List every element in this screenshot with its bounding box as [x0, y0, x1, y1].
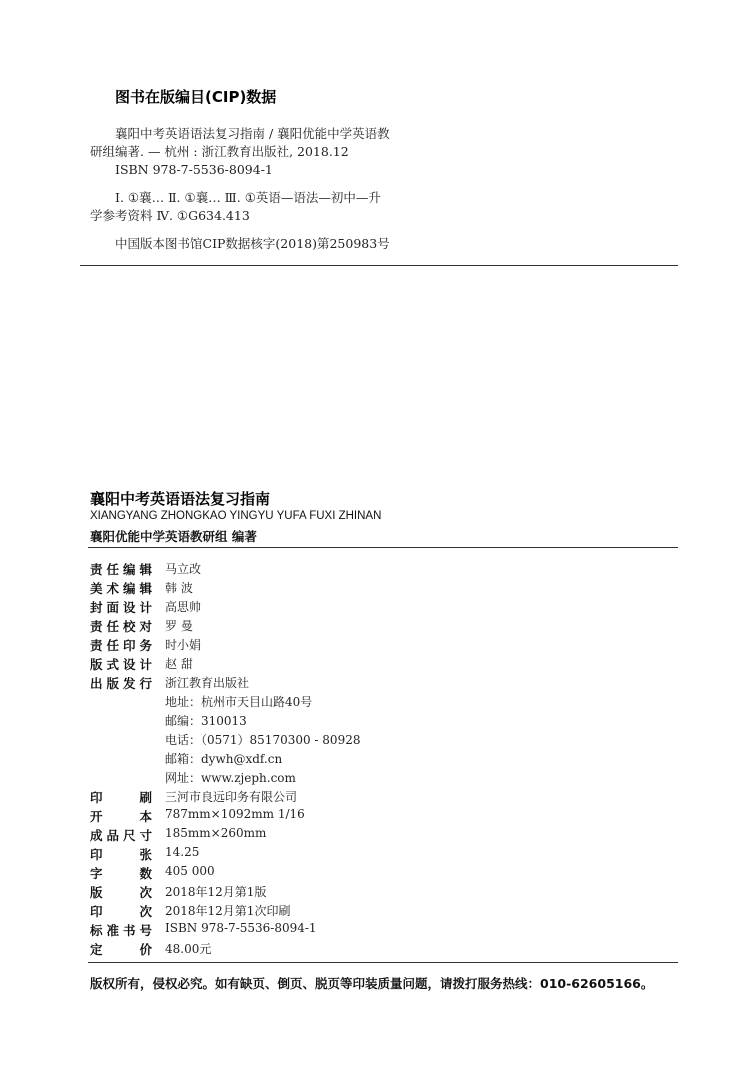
publisher-email: 邮箱：dywh@xdf.cn — [165, 752, 283, 766]
credit-value-proofreader: 罗 曼 — [165, 619, 193, 633]
credit-label-edition: 版 次 — [90, 885, 152, 900]
credit-label-printer: 印 刷 — [90, 790, 152, 805]
credit-value-art-editor: 韩 波 — [165, 581, 193, 595]
copyright-notice: 版权所有，侵权必究。如有缺页、倒页、脱页等印装质量问题，请拨打服务热线：010-62605166。 — [90, 976, 654, 991]
credit-label-sheets: 印 张 — [90, 847, 152, 862]
credit-value-price: 48.00元 — [165, 942, 212, 956]
credit-value-word-count: 405 000 — [165, 864, 215, 878]
book-author: 襄阳优能中学英语教研组 编著 — [90, 529, 257, 544]
credit-value-format: 787mm×1092mm 1/16 — [165, 807, 305, 821]
credit-label-editor: 责 任 编 辑 — [90, 562, 152, 577]
credit-label-layout-design: 版 式 设 计 — [90, 657, 152, 672]
credit-value-editor: 马立改 — [165, 562, 202, 576]
publisher-postcode: 邮编：310013 — [165, 714, 247, 728]
credit-label-publisher: 出 版 发 行 — [90, 676, 152, 691]
publisher-website: 网址：www.zjeph.com — [165, 771, 296, 785]
credit-value-publisher: 浙江教育出版社 — [165, 676, 250, 690]
cip-line-1: 襄阳中考英语语法复习指南 / 襄阳优能中学英语教 — [115, 126, 390, 141]
credit-value-impression: 2018年12月第1次印刷 — [165, 904, 291, 918]
credit-label-art-editor: 美 术 编 辑 — [90, 581, 152, 596]
book-title: 襄阳中考英语语法复习指南 — [90, 490, 271, 508]
publisher-phone: 电话：（0571）85170300 - 80928 — [165, 733, 361, 747]
credit-value-size: 185mm×260mm — [165, 826, 267, 840]
credit-value-layout-design: 赵 甜 — [165, 657, 193, 671]
credit-label-isbn: 标 准 书 号 — [90, 923, 152, 938]
credit-value-cover-design: 高思帅 — [165, 600, 202, 614]
credit-label-price: 定 价 — [90, 942, 152, 957]
credit-value-isbn: ISBN 978-7-5536-8094-1 — [165, 921, 317, 935]
credit-label-print-manager: 责 任 印 务 — [90, 638, 152, 653]
cip-line-4: Ⅰ. ①襄… Ⅱ. ①襄… Ⅲ. ①英语—语法—初中—升 — [115, 190, 381, 205]
credit-label-impression: 印 次 — [90, 904, 152, 919]
credit-value-printer: 三河市良远印务有限公司 — [165, 790, 298, 804]
publisher-address: 地址：杭州市天目山路40号 — [165, 695, 313, 709]
credit-label-word-count: 字 数 — [90, 866, 152, 881]
cip-divider — [80, 265, 678, 266]
cip-line-3: ISBN 978-7-5536-8094-1 — [115, 162, 273, 177]
credit-label-proofreader: 责 任 校 对 — [90, 619, 152, 634]
credit-label-format: 开 本 — [90, 809, 152, 824]
cip-line-2: 研组编著. — 杭州 : 浙江教育出版社, 2018.12 — [90, 144, 349, 159]
book-pinyin-title: XIANGYANG ZHONGKAO YINGYU YUFA FUXI ZHINAN — [90, 510, 382, 522]
credit-label-size: 成 品 尺 寸 — [90, 828, 152, 843]
title-divider — [88, 547, 678, 548]
cip-line-6: 中国版本图书馆CIP数据核字(2018)第250983号 — [115, 236, 390, 251]
credit-value-sheets: 14.25 — [165, 845, 200, 859]
cip-heading: 图书在版编目(CIP)数据 — [115, 88, 277, 106]
credit-label-cover-design: 封 面 设 计 — [90, 600, 152, 615]
credit-value-print-manager: 时小娟 — [165, 638, 202, 652]
cip-line-5: 学参考资料 Ⅳ. ①G634.413 — [90, 208, 250, 223]
credits-divider — [88, 962, 678, 963]
credit-value-edition: 2018年12月第1版 — [165, 885, 267, 899]
